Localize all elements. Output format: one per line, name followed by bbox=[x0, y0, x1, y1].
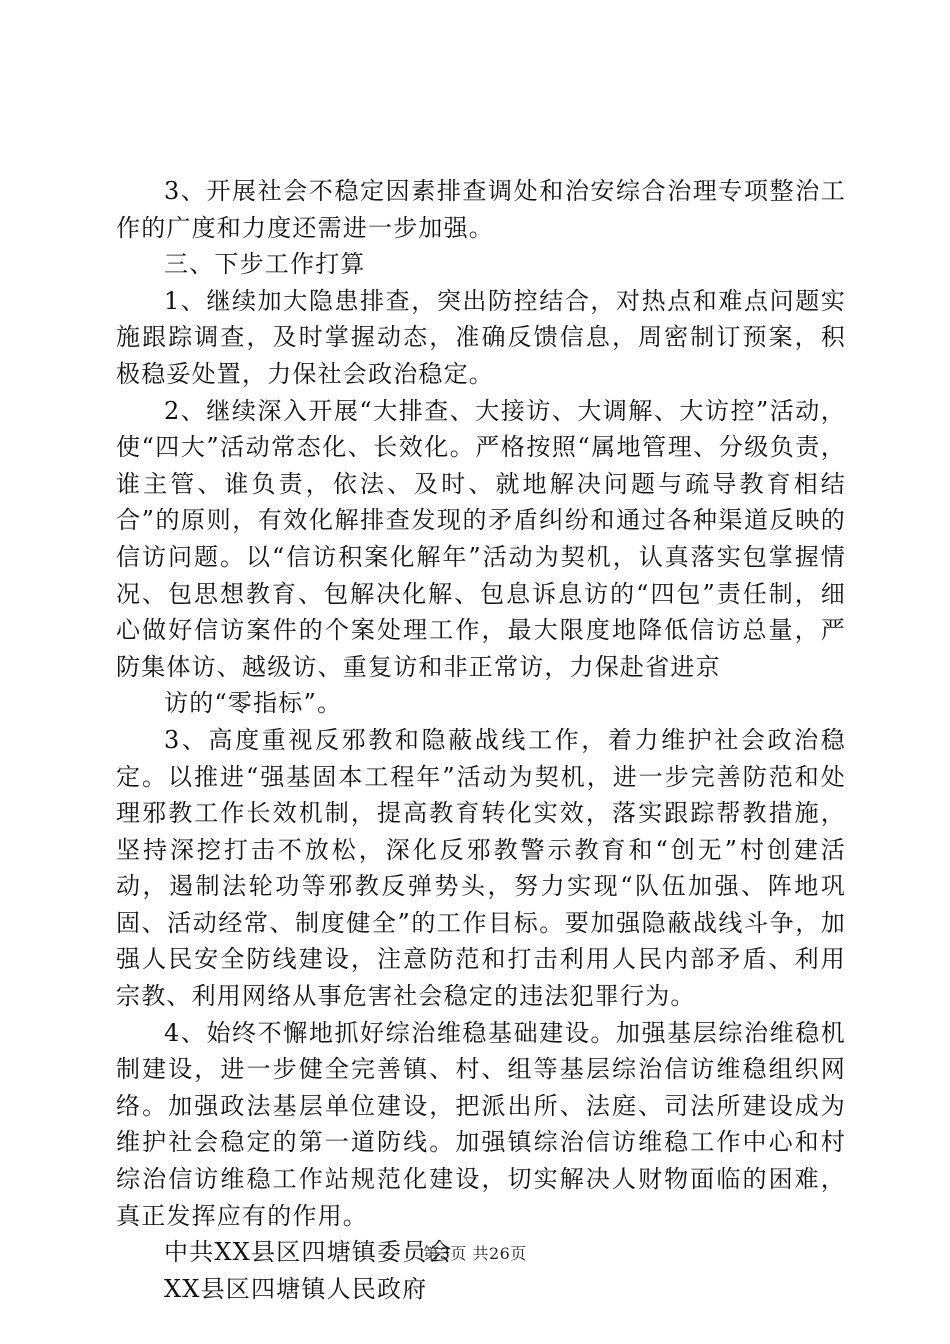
paragraph-plan-2: 2、继续深入开展“大排查、大接访、大调解、大访控”活动，使“四大”活动常态化、长效化。严格按照“属地管理、分级负责，谁主管、谁负责，依法、及时、就地解决问题与疏导教育相结合”的原则，有效化解排查发现的矛盾纠纷和通过各种渠道反映的信访问题。以“信访积案化解年”活动为契机，认真落实包掌握情况、包思想教育、包解决化解、包息诉息访的“四包”责任制，细心做好信访案件的个案处理工作，最大限度地降低信访总量，严防集体访、越级访、重复访和非正常访，力保赴省进京 bbox=[116, 396, 846, 681]
paragraph-plan-3: 3、高度重视反邪教和隐蔽战线工作，着力维护社会政治稳定。以推进“强基固本工程年”活动为契机，进一步完善防范和处理邪教工作长效机制，提高教育转化实效，落实跟踪帮教措施，坚持深挖打击不放松，深化反邪教警示教育和“创无”村创建活动，遏制法轮功等邪教反弹势头，努力实现“队伍加强、阵地巩固、活动经常、制度健全”的工作目标。要加强隐蔽战线斗争，加强人民安全防线建设，注意防范和打击利用人民内部矛盾、利用宗教、利用网络从事危害社会稳定的违法犯罪行为。 bbox=[116, 725, 846, 1011]
paragraph-plan-2-continuation: 访的“零指标”。 bbox=[164, 689, 343, 718]
paragraph-plan-1: 1、继续加大隐患排查，突出防控结合，对热点和难点问题实施跟踪调查，及时掌握动态，准确反馈信息，周密制订预案，积极稳妥处置，力保社会政治稳定。 bbox=[116, 286, 846, 388]
paragraph-item-3-followup: 3、开展社会不稳定因素排查调处和治安综合治理专项整治工作的广度和力度还需进一步加强。 bbox=[116, 177, 846, 242]
page-number-footer: 第3页 共26页 bbox=[423, 1244, 527, 1263]
signature-party-committee: 中共XX县区四塘镇委员会 bbox=[164, 1238, 453, 1267]
paragraph-plan-4: 4、始终不懈地抓好综治维稳基础建设。加强基层综治维稳机制建设，进一步健全完善镇、村、组等基层综治信访维稳组织网络。加强政法基层单位建设，把派出所、法庭、司法所建设成为维护社会稳定的第一道防线。加强镇综治信访维稳工作中心和村综治信访维稳工作站规范化建设，切实解决人财物面临的困难，真正发挥应有的作用。 bbox=[116, 1018, 846, 1230]
document-body bbox=[116, 173, 846, 1307]
signature-town-government: XX县区四塘镇人民政府 bbox=[164, 1274, 428, 1303]
section-heading-next-steps: 三、下步工作打算 bbox=[164, 250, 366, 279]
